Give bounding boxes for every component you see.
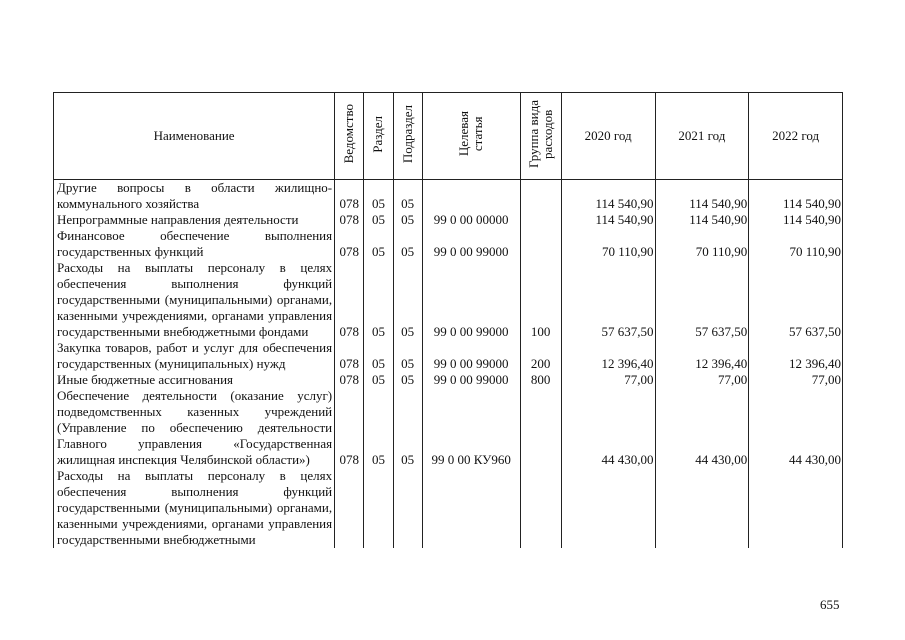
row-podrazdel: 05 — [393, 260, 422, 340]
row-2022: 70 110,90 — [749, 228, 843, 260]
row-2020: 44 430,00 — [561, 388, 655, 468]
row-name: Расходы на выплаты персоналу в целях обеспечения выполнения функций государственными (муниципальными) органами, казенными учреждениями, органами управления государственными внебюджетными фондами — [54, 260, 335, 340]
row-podrazdel — [393, 468, 422, 548]
row-2021: 114 540,90 — [655, 180, 749, 213]
header-celevaya — [422, 93, 520, 180]
row-name: Финансовое обеспечение выполнения государственных функций — [54, 228, 335, 260]
header-name: Наименование — [54, 93, 335, 180]
row-podrazdel: 05 — [393, 180, 422, 213]
row-vedomstvo — [335, 468, 364, 548]
header-2020: 2020 год — [561, 93, 655, 180]
row-razdel: 05 — [364, 212, 393, 228]
row-2020: 77,00 — [561, 372, 655, 388]
row-2020: 70 110,90 — [561, 228, 655, 260]
row-vedomstvo: 078 — [335, 260, 364, 340]
table-row — [54, 260, 843, 340]
row-2020: 12 396,40 — [561, 340, 655, 372]
row-vedomstvo: 078 — [335, 212, 364, 228]
header-2022: 2022 год — [749, 93, 843, 180]
row-2021: 114 540,90 — [655, 212, 749, 228]
row-gruppa — [520, 212, 561, 228]
row-2021: 44 430,00 — [655, 388, 749, 468]
header-vedomstvo: Ведомство — [335, 93, 364, 180]
table-row — [54, 468, 843, 548]
row-razdel: 05 — [364, 260, 393, 340]
row-2022: 114 540,90 — [749, 180, 843, 213]
row-gruppa — [520, 388, 561, 468]
row-2020: 114 540,90 — [561, 180, 655, 213]
row-vedomstvo: 078 — [335, 372, 364, 388]
row-2022: 12 396,40 — [749, 340, 843, 372]
row-podrazdel: 05 — [393, 228, 422, 260]
row-razdel: 05 — [364, 340, 393, 372]
row-2022 — [749, 468, 843, 548]
row-razdel — [364, 468, 393, 548]
row-podrazdel: 05 — [393, 340, 422, 372]
header-razdel: Раздел — [364, 93, 393, 180]
row-name: Закупка товаров, работ и услуг для обеспечения государственных (муниципальных) нужд — [54, 340, 335, 372]
row-2020 — [561, 468, 655, 548]
row-podrazdel: 05 — [393, 372, 422, 388]
row-celevaya: 99 0 00 00000 — [422, 212, 520, 228]
row-podrazdel: 05 — [393, 388, 422, 468]
row-2021 — [655, 468, 749, 548]
row-vedomstvo: 078 — [335, 228, 364, 260]
budget-table — [53, 92, 843, 548]
row-gruppa — [520, 468, 561, 548]
row-razdel: 05 — [364, 388, 393, 468]
header-gruppa-line2: расходов — [539, 109, 555, 159]
row-gruppa: 800 — [520, 372, 561, 388]
row-celevaya: 99 0 00 КУ960 — [422, 388, 520, 468]
header-gruppa-line1: Группа вида — [525, 100, 541, 168]
row-gruppa — [520, 228, 561, 260]
row-2020: 57 637,50 — [561, 260, 655, 340]
row-2022: 44 430,00 — [749, 388, 843, 468]
row-razdel: 05 — [364, 372, 393, 388]
row-vedomstvo: 078 — [335, 388, 364, 468]
row-razdel: 05 — [364, 228, 393, 260]
row-2022: 57 637,50 — [749, 260, 843, 340]
table-row — [54, 372, 843, 388]
row-gruppa — [520, 180, 561, 213]
row-vedomstvo: 078 — [335, 340, 364, 372]
row-name: Непрограммные направления деятельности — [54, 212, 335, 228]
header-gruppa — [520, 93, 561, 180]
row-name: Обеспечение деятельности (оказание услуг) подведомственных казенных учреждений (Управление по обеспечению деятельности Главного управления «Государственная жилищная инспекция Челябинской области») — [54, 388, 335, 468]
row-gruppa: 100 — [520, 260, 561, 340]
row-vedomstvo: 078 — [335, 180, 364, 213]
row-celevaya — [422, 468, 520, 548]
row-2021: 57 637,50 — [655, 260, 749, 340]
row-2021: 77,00 — [655, 372, 749, 388]
row-celevaya: 99 0 00 99000 — [422, 340, 520, 372]
row-2020: 114 540,90 — [561, 212, 655, 228]
header-podrazdel: Подраздел — [393, 93, 422, 180]
row-name: Иные бюджетные ассигнования — [54, 372, 335, 388]
row-2021: 12 396,40 — [655, 340, 749, 372]
header-2021: 2021 год — [655, 93, 749, 180]
row-celevaya: 99 0 00 99000 — [422, 372, 520, 388]
table-row — [54, 228, 843, 260]
row-name: Расходы на выплаты персоналу в целях обеспечения выполнения функций государственными (муниципальными) органами, казенными учреждениями, органами управления государственными внебюджетными — [54, 468, 335, 548]
table-row — [54, 180, 843, 213]
row-razdel: 05 — [364, 180, 393, 213]
row-2022: 114 540,90 — [749, 212, 843, 228]
table-row — [54, 388, 843, 468]
row-celevaya: 99 0 00 99000 — [422, 228, 520, 260]
table-row — [54, 340, 843, 372]
page-number: 655 — [820, 597, 840, 612]
row-gruppa: 200 — [520, 340, 561, 372]
row-celevaya — [422, 180, 520, 213]
header-celevaya-line1: Целевая — [456, 111, 472, 157]
header-row — [54, 93, 843, 180]
row-name: Другие вопросы в области жилищно-коммунального хозяйства — [54, 180, 335, 213]
row-2021: 70 110,90 — [655, 228, 749, 260]
row-podrazdel: 05 — [393, 212, 422, 228]
table-row — [54, 212, 843, 228]
row-2022: 77,00 — [749, 372, 843, 388]
header-celevaya-line2: статья — [470, 116, 486, 152]
row-celevaya: 99 0 00 99000 — [422, 260, 520, 340]
